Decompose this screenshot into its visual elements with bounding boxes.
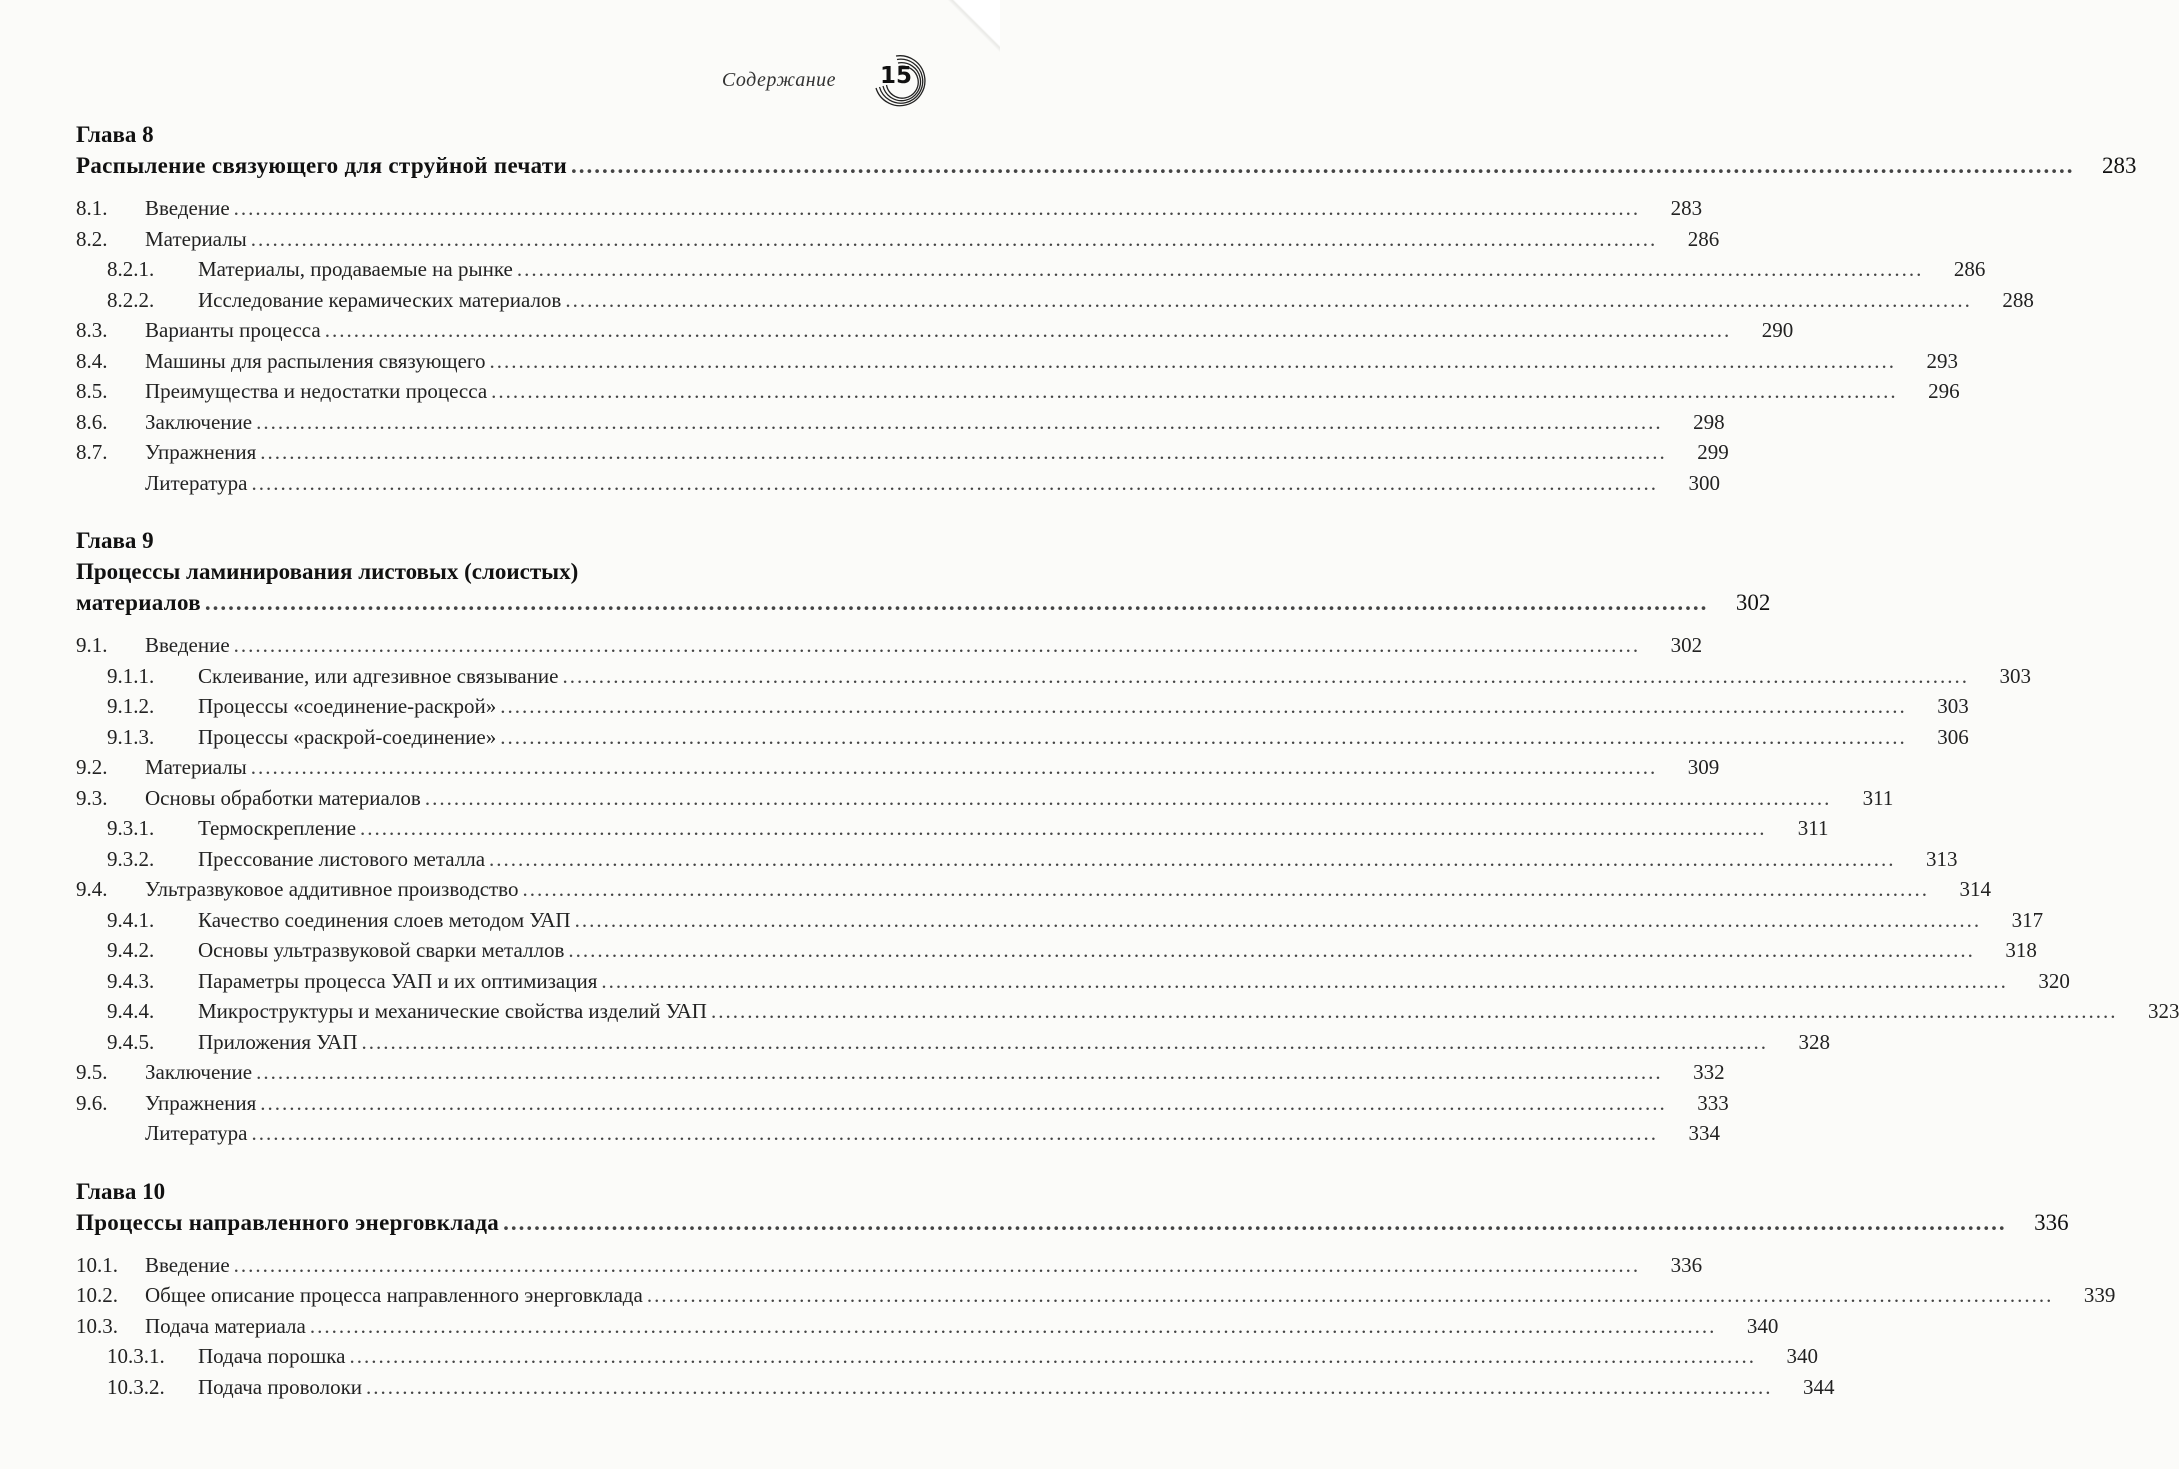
entry-number: 9.4.5. xyxy=(107,1029,155,1054)
entry-number: 8.3. xyxy=(76,318,108,342)
leader-dots: .................................................................................................................................................................................................. xyxy=(522,877,1929,901)
leader-dots: .................................................................................................................................................................................................. xyxy=(256,409,1663,434)
entry-number: 9.4.1. xyxy=(107,907,155,932)
leader-dots: .................................................................................................................................................................................................. xyxy=(562,663,1969,688)
entry-title: Прессование листового металла xyxy=(198,846,486,871)
entry-number: 8.7. xyxy=(76,440,108,464)
entry-number: 9.1.1. xyxy=(107,663,155,688)
entry-title: Материалы, продаваемые на рынке xyxy=(198,257,513,281)
entry-page: 300 xyxy=(1688,470,1720,495)
entry-title: Микроструктуры и механические свойства изделий УАП xyxy=(198,999,707,1023)
leader-dots: .................................................................................................................................................................................................. xyxy=(250,755,1658,779)
toc-entry[interactable] xyxy=(76,1027,1830,1058)
entry-title: Приложения УАП xyxy=(198,1029,358,1054)
leader-dots: .................................................................................................................................................................................................. xyxy=(500,724,1907,749)
leader-dots: .................................................................................................................................................................................................. xyxy=(565,287,1972,312)
chapter-10 xyxy=(76,1177,2116,1403)
entry-number: 9.1.3. xyxy=(107,724,155,749)
entry-page: 288 xyxy=(2002,287,2034,312)
toc-entry[interactable] xyxy=(76,966,2070,997)
toc-entry[interactable] xyxy=(76,630,1703,661)
entry-number: 8.1. xyxy=(76,196,108,220)
toc-entry[interactable] xyxy=(76,224,1720,255)
leader-dots: .................................................................................................................................................................................................. xyxy=(233,196,1641,220)
entry-page: 303 xyxy=(1999,663,2031,688)
leader-dots: .................................................................................................................................................................................................. xyxy=(360,816,1767,840)
entry-title: Упражнения xyxy=(145,1090,257,1115)
chapter-page: 336 xyxy=(2034,1209,2069,1235)
entry-title: Варианты процесса xyxy=(145,318,321,342)
toc-entry-literature[interactable] xyxy=(76,468,1720,499)
leader-dots: .................................................................................................................................................................................................. xyxy=(489,348,1896,373)
leader-dots: .................................................................................................................................................................................................. xyxy=(324,318,1732,342)
entry-page: 299 xyxy=(1697,440,1729,464)
leader-dots: .................................................................................................................................................................................................. xyxy=(251,1121,1658,1145)
entry-title: Параметры процесса УАП и их оптимизация xyxy=(198,968,598,993)
leader-dots: .................................................................................................................................................................................................. xyxy=(204,590,1709,615)
leader-dots: .................................................................................................................................................................................................. xyxy=(349,1344,1756,1368)
chapter-title: Распыление связующего для струйной печати xyxy=(76,153,568,178)
entry-number: 10.3.2. xyxy=(107,1374,165,1399)
entry-page: 311 xyxy=(1797,816,1829,840)
chapter-label: Глава 9 xyxy=(76,528,154,553)
chapter-title: Процессы направленного энерговклада xyxy=(76,1209,500,1235)
chapter-title-row[interactable] xyxy=(76,150,2137,181)
toc-entry[interactable] xyxy=(76,437,1729,468)
entry-number: 9.2. xyxy=(76,755,108,779)
toc-entry[interactable] xyxy=(76,905,2044,936)
entry-page: 333 xyxy=(1697,1090,1729,1115)
toc-entry[interactable] xyxy=(76,813,1829,844)
entry-title: Материалы xyxy=(145,226,247,251)
leader-dots: .................................................................................................................................................................................................. xyxy=(574,907,1982,932)
toc-entry[interactable] xyxy=(76,752,1720,783)
leader-dots: .................................................................................................................................................................................................. xyxy=(251,470,1658,495)
toc-entry[interactable] xyxy=(76,1341,1818,1372)
entry-number: 9.4.2. xyxy=(107,938,155,962)
toc-entry[interactable] xyxy=(76,193,1703,224)
leader-dots: .................................................................................................................................................................................................. xyxy=(646,1283,2054,1307)
leader-dots: .................................................................................................................................................................................................. xyxy=(233,1252,1641,1277)
entry-title: Машины для распыления связующего xyxy=(145,348,486,373)
entry-page: 332 xyxy=(1693,1060,1725,1084)
entry-title: Процессы «раскрой-соединение» xyxy=(198,724,497,749)
entry-page: 340 xyxy=(1746,1313,1779,1338)
leader-dots: .................................................................................................................................................................................................. xyxy=(361,1029,1768,1054)
entry-title: Подача порошка xyxy=(198,1344,346,1368)
entry-page: 296 xyxy=(1928,379,1960,403)
entry-page: 340 xyxy=(1786,1344,1818,1368)
leader-dots: .................................................................................................................................................................................................. xyxy=(256,1060,1663,1084)
entry-number: 10.3. xyxy=(76,1313,118,1338)
entry-title: Литература xyxy=(145,470,248,495)
entry-title: Упражнения xyxy=(145,440,257,464)
toc-entry[interactable] xyxy=(76,254,1986,285)
leader-dots: .................................................................................................................................................................................................. xyxy=(309,1313,1717,1338)
leader-dots: .................................................................................................................................................................................................. xyxy=(601,968,2008,993)
toc-entry[interactable] xyxy=(76,407,1725,438)
entry-number: 8.2.2. xyxy=(107,287,155,312)
entry-title: Основы ультразвуковой сварки металлов xyxy=(198,938,565,962)
entry-number: 8.2.1. xyxy=(107,257,155,281)
toc-entry[interactable] xyxy=(76,1057,1725,1088)
entry-number: 9.1.2. xyxy=(107,694,155,718)
entry-page: 317 xyxy=(2011,907,2044,932)
leader-dots: .................................................................................................................................................................................................. xyxy=(260,1090,1667,1115)
toc-entry[interactable] xyxy=(76,285,2034,316)
entry-page: 286 xyxy=(1953,257,1986,281)
entry-page: 318 xyxy=(2005,938,2037,962)
leader-dots: .................................................................................................................................................................................................. xyxy=(260,440,1667,464)
toc-entry[interactable] xyxy=(76,844,1958,875)
entry-page: 313 xyxy=(1926,846,1958,871)
entry-page: 334 xyxy=(1688,1121,1720,1145)
toc-entry[interactable] xyxy=(76,346,1958,377)
entry-page: 339 xyxy=(2083,1283,2116,1307)
entry-title: Преимущества и недостатки процесса xyxy=(145,379,488,403)
entry-title: Процессы «соединение-раскрой» xyxy=(198,694,497,718)
leader-dots: .................................................................................................................................................................................................. xyxy=(568,938,1975,962)
entry-page: 323 xyxy=(2147,999,2179,1023)
entry-title: Заключение xyxy=(145,1060,253,1084)
entry-page: 286 xyxy=(1687,226,1720,251)
entry-title: Заключение xyxy=(145,409,253,434)
chapter-9 xyxy=(76,526,2179,1149)
toc-entry[interactable] xyxy=(76,691,1969,722)
toc-entry[interactable] xyxy=(76,996,2179,1027)
chapter-label: Глава 10 xyxy=(76,1178,166,1204)
toc-entry-literature[interactable] xyxy=(76,1118,1720,1149)
toc-entry[interactable] xyxy=(76,874,1991,905)
entry-title: Введение xyxy=(145,633,230,657)
entry-number: 9.5. xyxy=(76,1060,108,1084)
entry-title: Введение xyxy=(145,1252,230,1277)
leader-dots: .................................................................................................................................................................................................. xyxy=(710,999,2118,1023)
toc-entry[interactable] xyxy=(76,1250,1703,1281)
chapter-8 xyxy=(76,120,2137,498)
leader-dots: .................................................................................................................................................................................................. xyxy=(424,785,1832,810)
leader-dots: .................................................................................................................................................................................................. xyxy=(503,1209,2007,1235)
entry-number: 8.4. xyxy=(76,348,108,373)
toc-entry[interactable] xyxy=(76,1280,2116,1311)
entry-title: Ультразвуковое аддитивное производство xyxy=(145,877,519,901)
entry-page: 302 xyxy=(1670,633,1703,657)
entry-number: 10.1. xyxy=(76,1252,118,1277)
page-number: 15 xyxy=(879,63,912,89)
leader-dots: .................................................................................................................................................................................................. xyxy=(250,226,1658,251)
leader-dots: .................................................................................................................................................................................................. xyxy=(489,846,1896,871)
entry-number: 10.2. xyxy=(76,1283,118,1307)
entry-page: 290 xyxy=(1761,318,1794,342)
toc-entry[interactable] xyxy=(76,1311,1779,1342)
chapter-title-row[interactable] xyxy=(76,587,1771,618)
entry-title: Литература xyxy=(145,1121,248,1145)
leader-dots: .................................................................................................................................................................................................. xyxy=(571,153,2075,178)
running-header xyxy=(722,52,928,108)
entry-page: 344 xyxy=(1803,1374,1835,1399)
entry-page: 303 xyxy=(1937,694,1969,718)
entry-number: 9.4. xyxy=(76,877,108,901)
chapter-page: 283 xyxy=(2102,153,2137,178)
toc-entry[interactable] xyxy=(76,783,1894,814)
leader-dots: .................................................................................................................................................................................................. xyxy=(500,694,1907,718)
entry-page: 293 xyxy=(1926,348,1958,373)
table-of-contents xyxy=(76,120,2179,1430)
entry-page: 320 xyxy=(2038,968,2070,993)
entry-number: 9.4.3. xyxy=(107,968,155,993)
toc-entry[interactable] xyxy=(76,661,2031,692)
entry-number: 10.3.1. xyxy=(107,1344,165,1368)
entry-number: 9.3.2. xyxy=(107,846,155,871)
entry-number: 9.3. xyxy=(76,785,108,810)
leader-dots: .................................................................................................................................................................................................. xyxy=(366,1374,1773,1399)
chapter-title-row[interactable] xyxy=(76,1207,2069,1238)
entry-number: 9.1. xyxy=(76,633,108,657)
entry-number: 8.5. xyxy=(76,379,108,403)
toc-entry[interactable] xyxy=(76,376,1960,407)
toc-entry[interactable] xyxy=(76,935,2037,966)
entry-page: 306 xyxy=(1937,724,1969,749)
entry-title: Подача материала xyxy=(145,1313,306,1338)
leader-dots: .................................................................................................................................................................................................. xyxy=(491,379,1898,403)
toc-entry[interactable] xyxy=(76,1372,1835,1403)
entry-number: 9.3.1. xyxy=(107,816,155,840)
entry-number: 9.6. xyxy=(76,1090,108,1115)
header-title: Содержание xyxy=(721,68,836,91)
entry-title: Введение xyxy=(145,196,230,220)
entry-number: 8.2. xyxy=(76,226,108,251)
entry-page: 314 xyxy=(1959,877,1991,901)
entry-title: Исследование керамических материалов xyxy=(198,287,562,312)
toc-entry[interactable] xyxy=(76,1088,1729,1119)
entry-page: 309 xyxy=(1687,755,1720,779)
entry-page: 298 xyxy=(1693,409,1725,434)
chapter-page: 302 xyxy=(1735,590,1771,615)
entry-title: Термоскрепление xyxy=(198,816,357,840)
entry-title: Склеивание, или адгезивное связывание xyxy=(198,663,559,688)
entry-title: Общее описание процесса направленного энерговклада xyxy=(145,1283,643,1307)
entry-number: 8.6. xyxy=(76,409,108,434)
chapter-label: Глава 8 xyxy=(76,122,154,147)
entry-title: Подача проволоки xyxy=(198,1374,363,1399)
entry-page: 328 xyxy=(1798,1029,1830,1054)
entry-page: 283 xyxy=(1670,196,1703,220)
entry-title: Качество соединения слоев методом УАП xyxy=(198,907,571,932)
entry-title: Основы обработки материалов xyxy=(145,785,421,810)
toc-entry[interactable] xyxy=(76,722,1969,753)
toc-entry[interactable] xyxy=(76,315,1794,346)
leader-dots: .................................................................................................................................................................................................. xyxy=(516,257,1924,281)
entry-page: 311 xyxy=(1862,785,1894,810)
leader-dots: .................................................................................................................................................................................................. xyxy=(233,633,1641,657)
entry-page: 336 xyxy=(1670,1252,1703,1277)
chapter-title-line1[interactable]: Процессы ламинирования листовых (слоистых) xyxy=(76,559,579,584)
entry-title: Материалы xyxy=(145,755,247,779)
chapter-title-line2: материалов xyxy=(76,590,201,615)
entry-number: 9.4.4. xyxy=(107,999,155,1023)
page-corner-fold xyxy=(940,0,1000,60)
page-number-badge xyxy=(872,52,928,108)
